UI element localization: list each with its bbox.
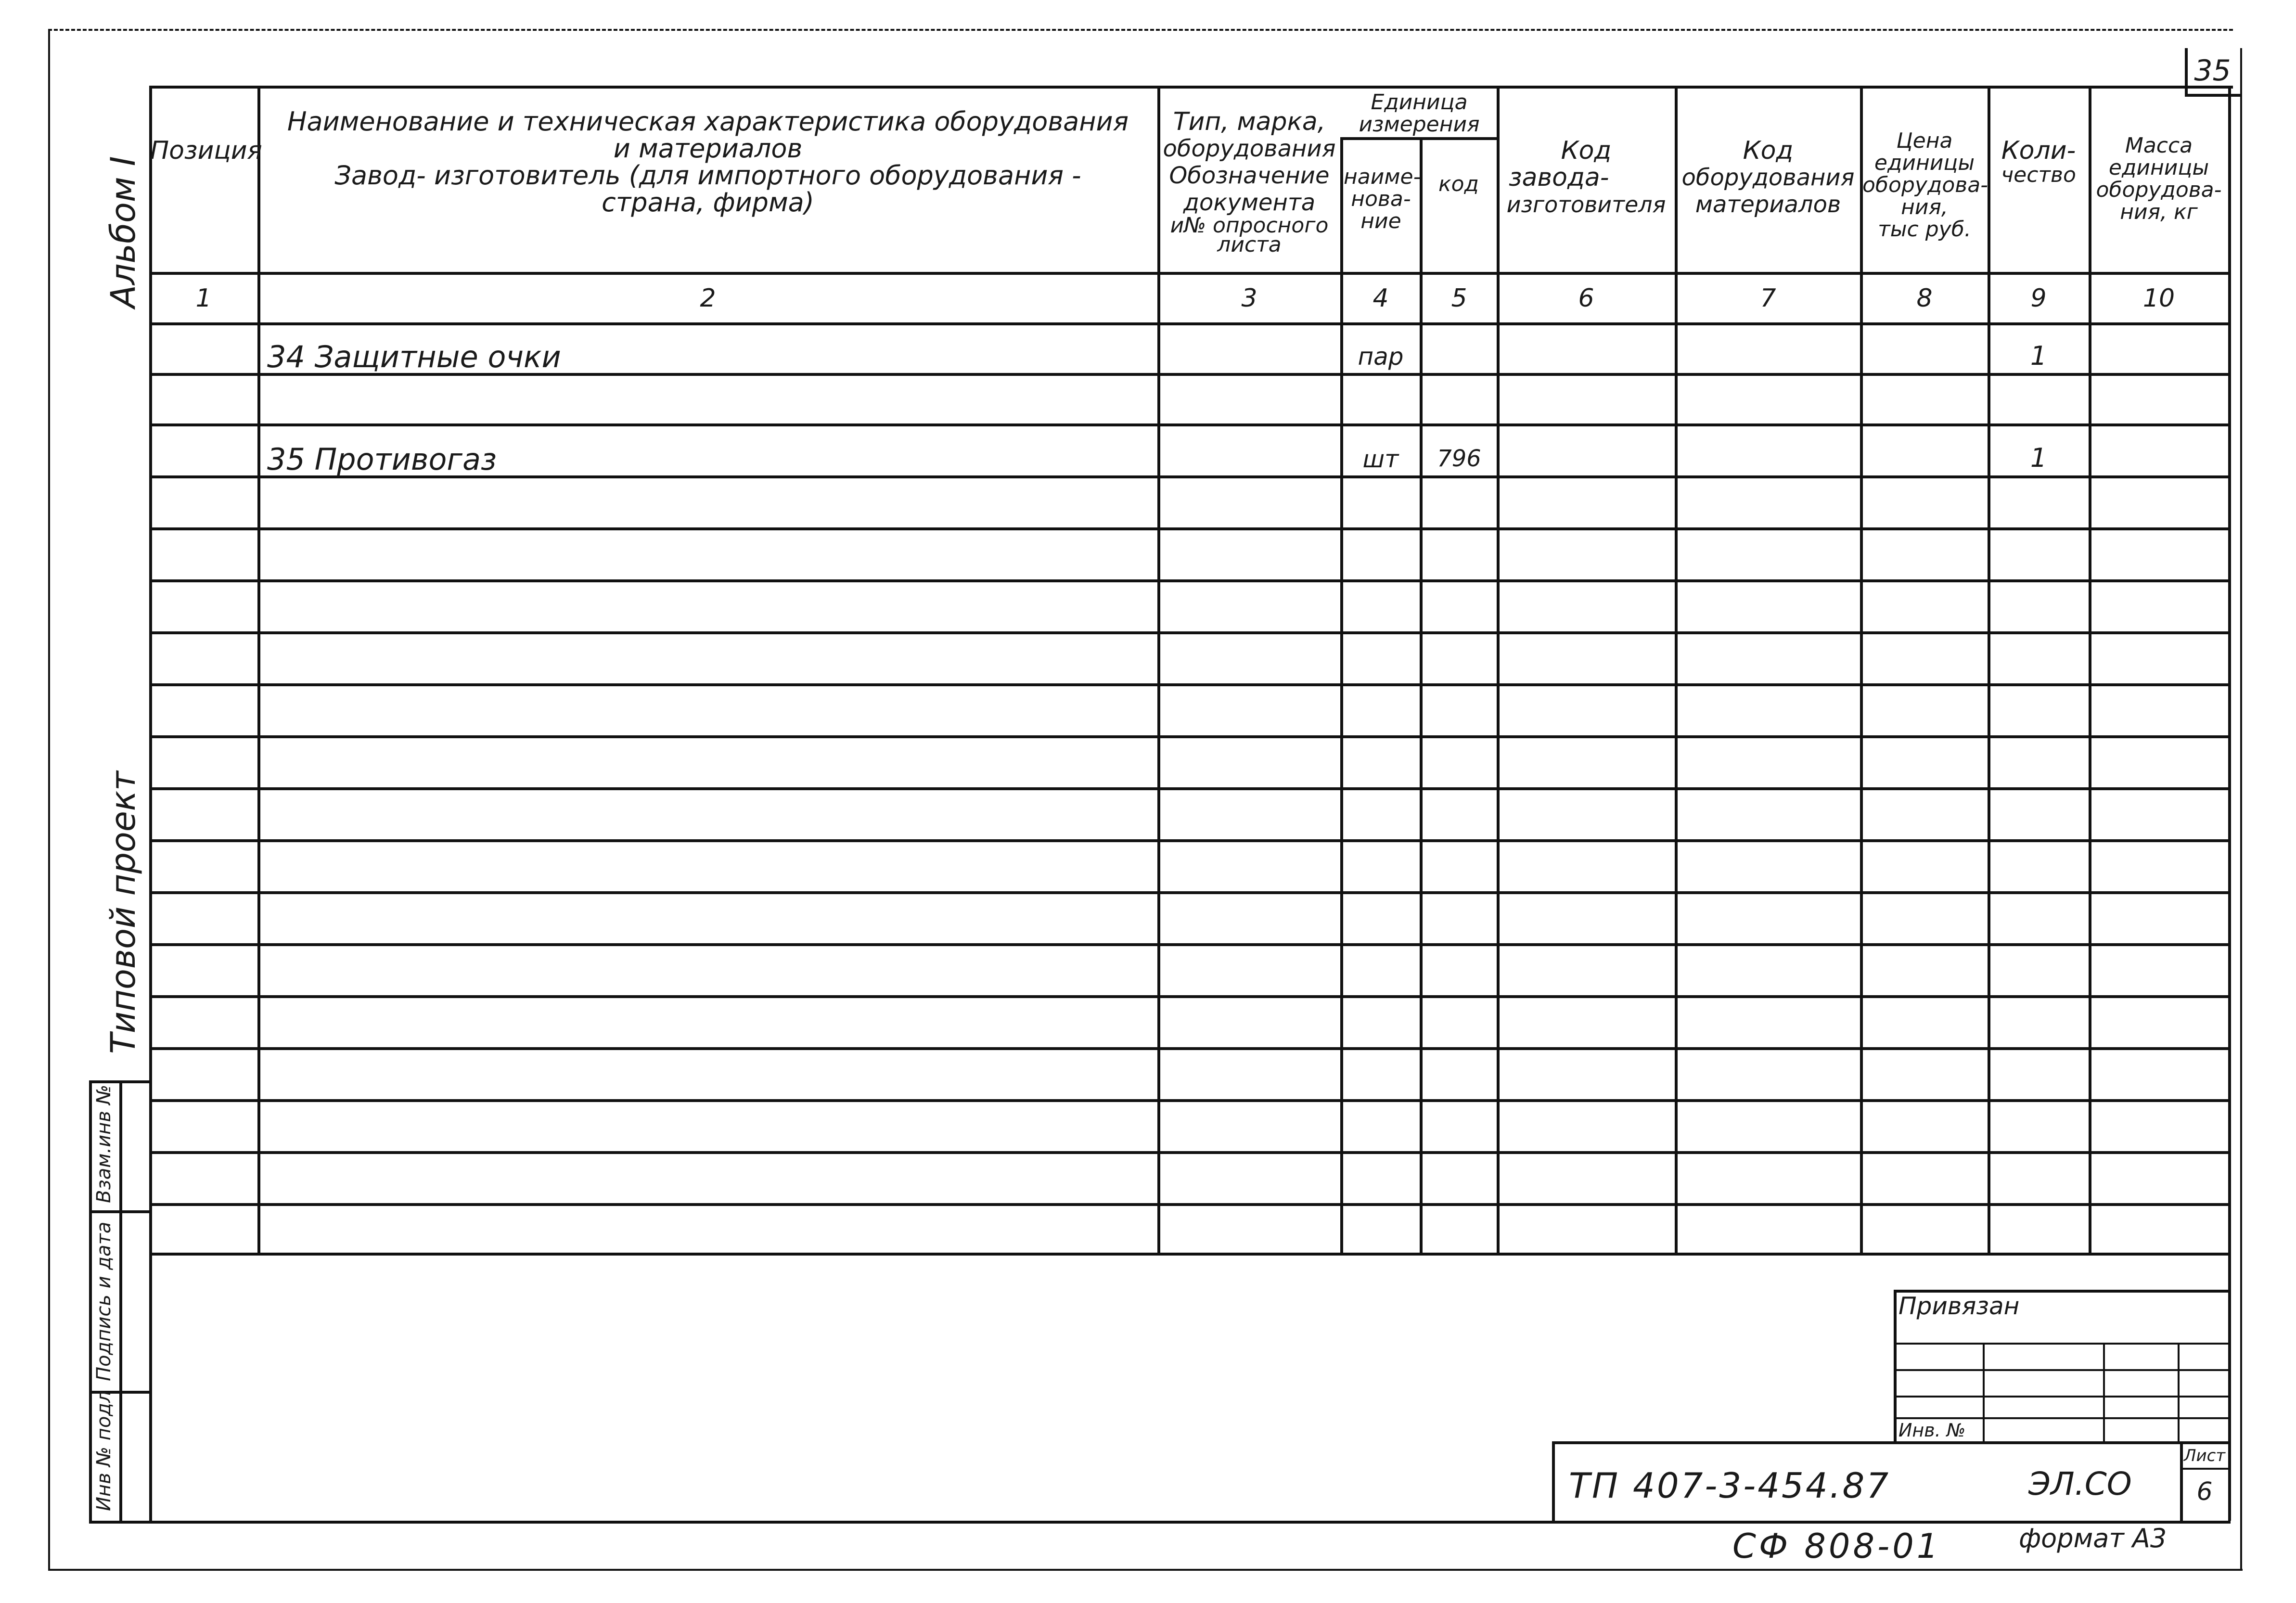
archive-code: СФ 808-01 <box>1732 1526 1941 1566</box>
row-1-unit: пар <box>1358 343 1404 371</box>
colnum-5: 5 <box>1451 284 1467 313</box>
colnum-3: 3 <box>1241 284 1257 313</box>
header-unit-name: наиме- нова- ние <box>1344 165 1421 233</box>
vzam-inv-label: Взам.инв № <box>93 1084 115 1203</box>
colnum-4: 4 <box>1372 284 1389 313</box>
colnum-1: 1 <box>195 284 212 313</box>
header-position: Позиция <box>150 136 262 165</box>
inv-no-label: Инв. № <box>1898 1420 1966 1441</box>
header-name: Наименование и техническая характеристика оборудования и материалов Завод- изготовитель (для импортного оборудования - страна, фирма) <box>287 106 1129 218</box>
list-number: 6 <box>2196 1477 2213 1506</box>
row-3-code: 796 <box>1437 445 1481 472</box>
colnum-6: 6 <box>1578 284 1594 313</box>
project-label: Типовой проект <box>103 771 143 1054</box>
header-unit-code: код <box>1438 172 1479 196</box>
row-3-name: 35 Противогаз <box>267 442 497 477</box>
header-mass: Масса единицы оборудова- ния, кг <box>2096 133 2222 224</box>
header-quantity: Коли- чество <box>2001 136 2076 187</box>
list-label: Лист <box>2183 1446 2226 1465</box>
sheet-number: 35 <box>2194 54 2231 88</box>
row-3-unit: шт <box>1362 445 1399 473</box>
colnum-9: 9 <box>2030 284 2047 313</box>
row-1-name: 34 Защитные очки <box>267 339 561 374</box>
header-unit-group: Единица измерения <box>1359 90 1480 137</box>
row-1-qty: 1 <box>2030 341 2047 371</box>
header-type: Тип, марка, оборудования Обозначение документа и№ опросного листа <box>1163 107 1336 257</box>
colnum-2: 2 <box>700 284 716 313</box>
row-3-qty: 1 <box>2030 443 2047 473</box>
colnum-10: 10 <box>2142 284 2175 313</box>
doc-code: ТП 407-3-454.87 <box>1569 1465 1891 1506</box>
doc-mark: ЭЛ.СО <box>2028 1465 2132 1502</box>
colnum-7: 7 <box>1760 284 1776 313</box>
album-label: Альбом I <box>103 156 143 308</box>
colnum-8: 8 <box>1916 284 1933 313</box>
format-label: формат А3 <box>2019 1523 2167 1553</box>
podpis-label: Подпись и дата <box>93 1221 115 1381</box>
header-equipment-code: Код оборудования материалов <box>1681 136 1855 218</box>
inv-podl-label: Инв № подл <box>93 1390 115 1511</box>
header-factory-code: Код завода- изготовителя <box>1506 136 1666 218</box>
header-price: Цена единицы оборудова- ния, тыс руб. <box>1862 128 1988 242</box>
privyazan-label: Привязан <box>1898 1292 2020 1320</box>
